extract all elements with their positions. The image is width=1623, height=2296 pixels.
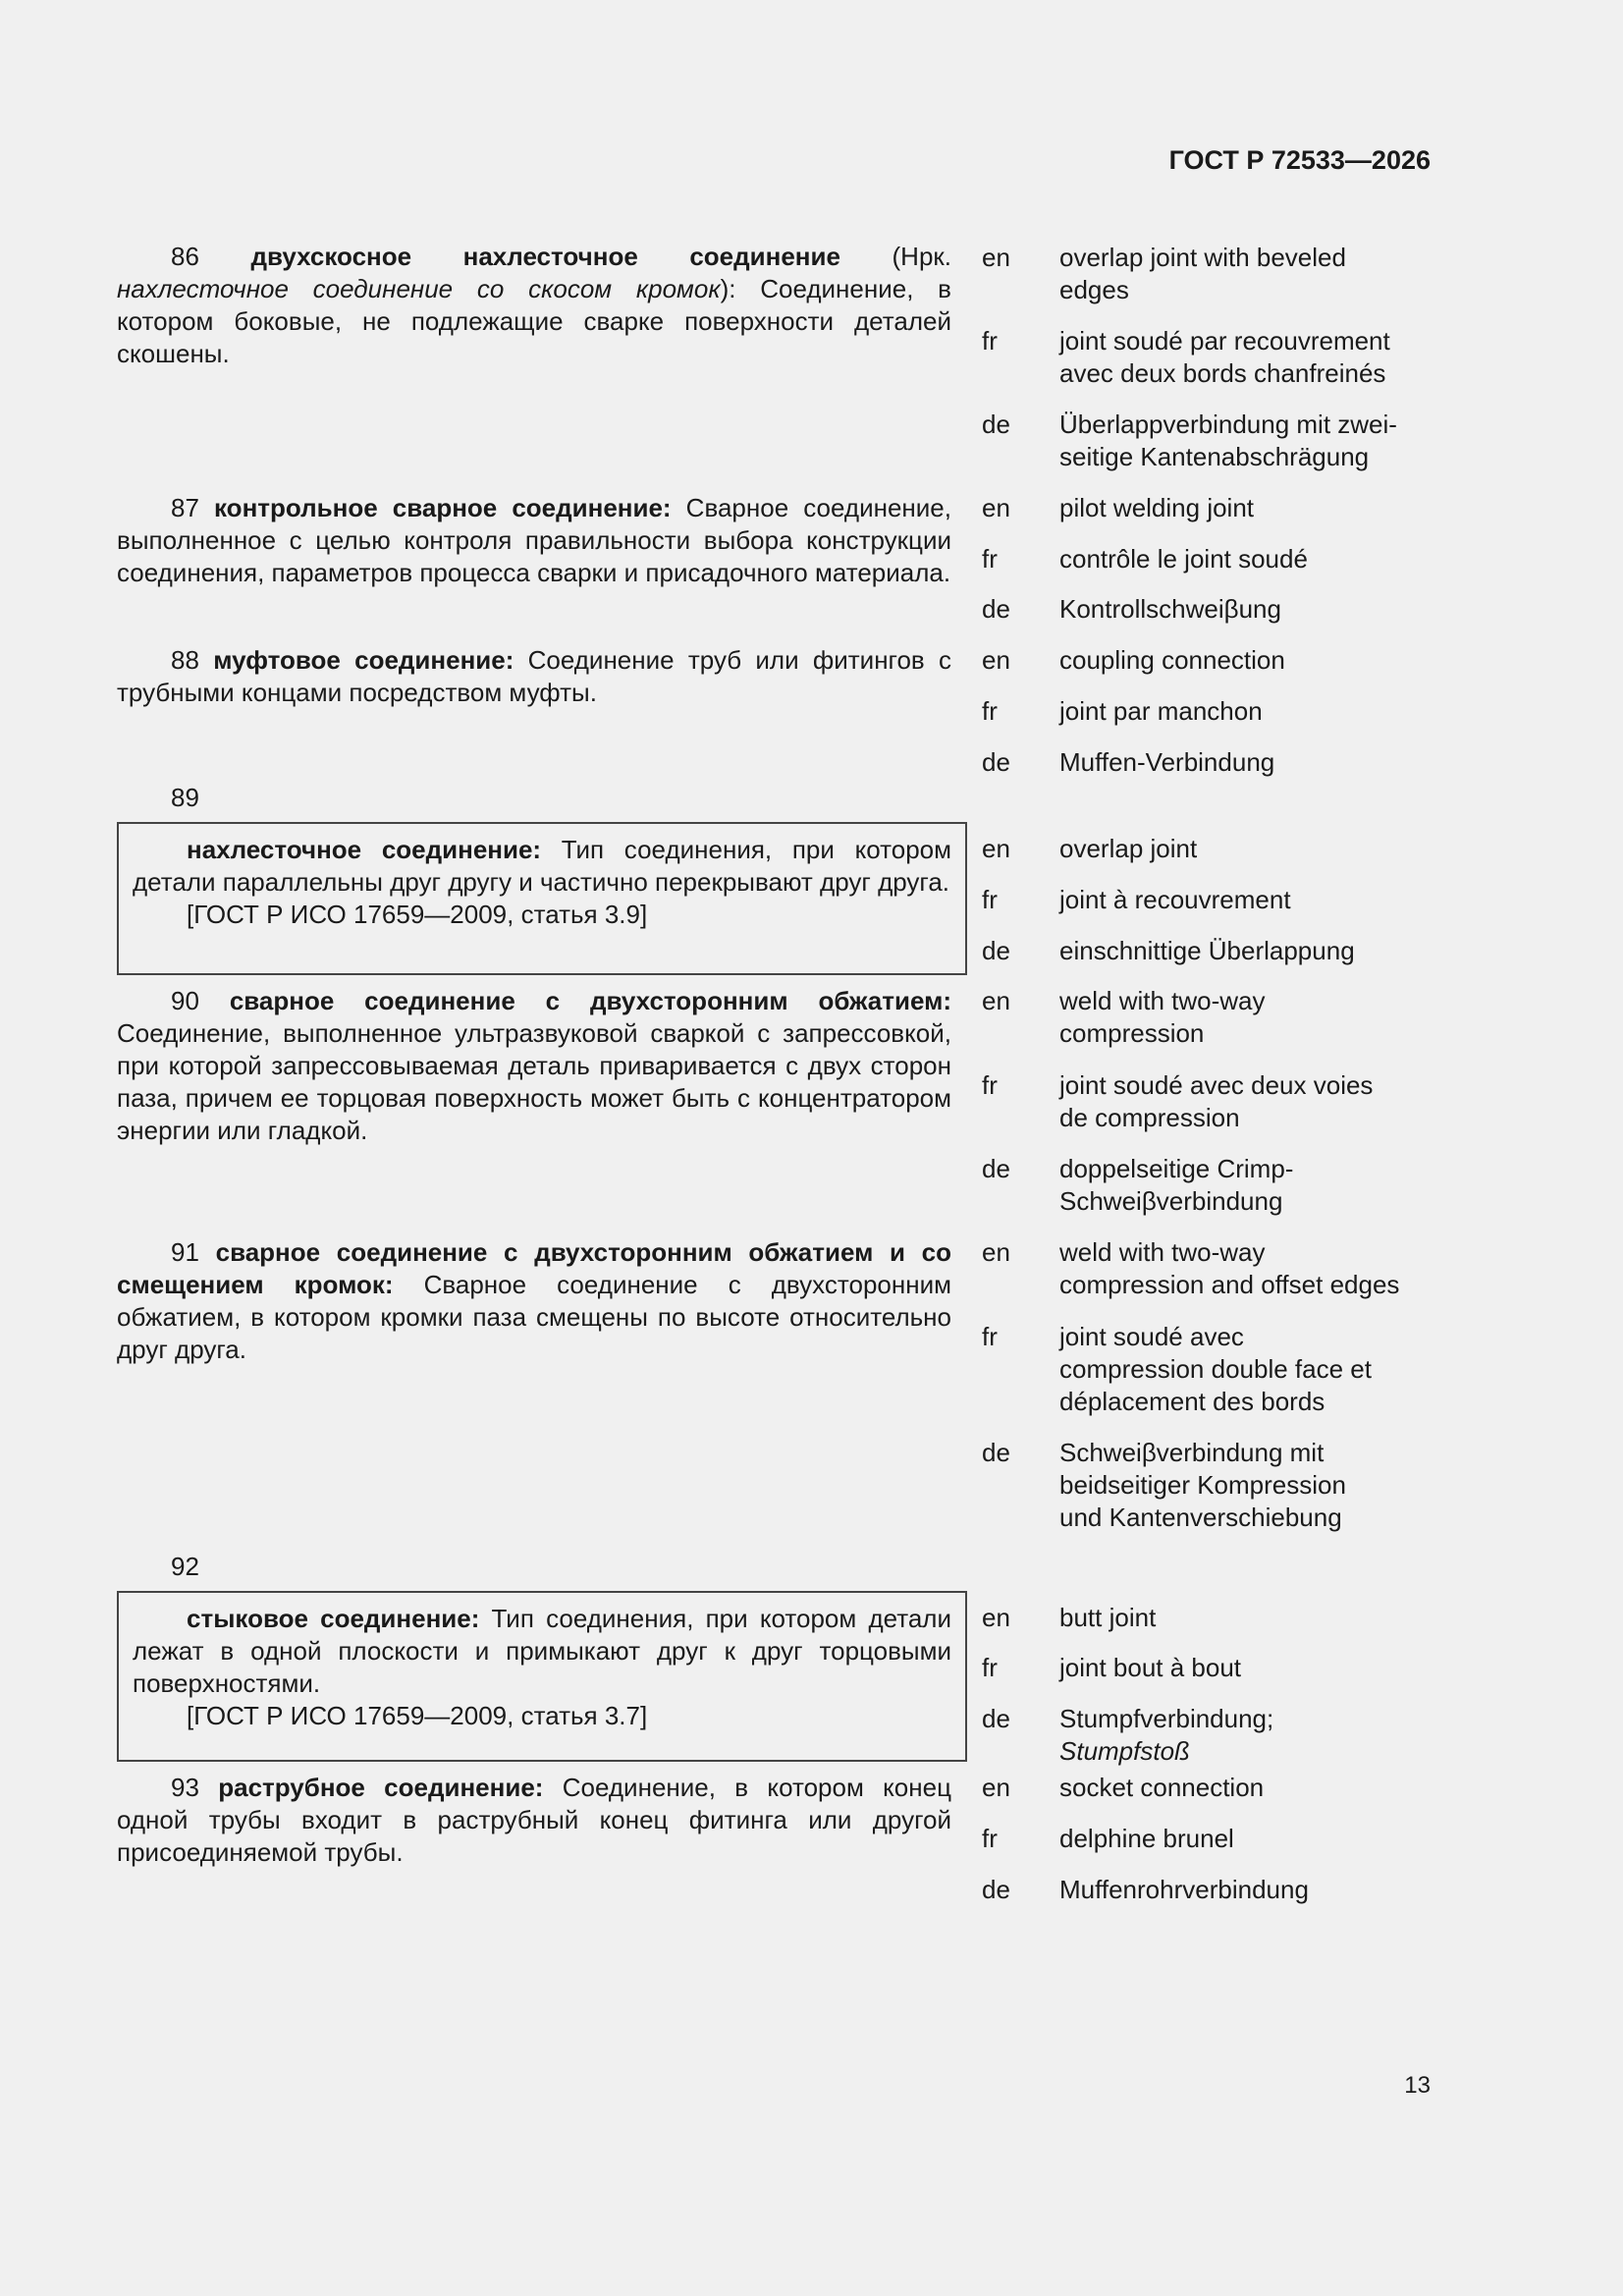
entry-93-definition: 93 раструбное соединение: Соединение, в котором конец одной трубы входит в раструбный конец фитинга или другой присоединяемой трубы. [117,1773,951,1867]
entry-87-definition: 87 контрольное сварное соединение: Сварное соединение, выполненное с целью контроля правильности выбора конструкции соединения, параметров процесса сварки и присадочного материала. [117,493,951,587]
entry-88-definition: 88 муфтовое соединение: Соединение труб или фитингов с трубными концами посредством муфты. [117,645,951,707]
entry-89-boxed-definition: нахлесточное соединение: Тип соединения, при котором детали параллельны друг другу и частично перекрывают друг друга. [ГОСТ Р ИСО 17659—2009, статья 3.9] [117,822,967,975]
page-number: 13 [1404,2072,1431,2099]
entry-89-source: [ГОСТ Р ИСО 17659—2009, статья 3.9] [187,900,648,929]
entry-90-definition: 90 сварное соединение с двухсторонним обжатием: Соединение, выполненное ультразвуковой сваркой с запрессовкой, при которой запрессовываемая деталь приваривается с двух сторон паза, причем ее торцовая поверхность может быть с концентратором энергии или гладкой. [117,986,951,1145]
entry-92-boxed-definition: стыковое соединение: Тип соединения, при котором детали лежат в одной плоскости и примыкают друг к друг торцовыми поверхностями. [ГОСТ Р ИСО 17659—2009, статья 3.7] [117,1591,967,1762]
document-code: ГОСТ Р 72533—2026 [1168,145,1431,175]
entry-92-source: [ГОСТ Р ИСО 17659—2009, статья 3.7] [187,1701,648,1730]
entry-92-number: 92 [171,1552,199,1581]
entry-91-definition: 91 сварное соединение с двухсторонним обжатием и со смещением кромок: Сварное соединение с двухсторонним обжатием, в котором кромки паза смещены по высоте относительно друг друга. [117,1237,951,1364]
entry-89-number: 89 [171,783,199,812]
entry-86-definition: 86 двухскосное нахлесточное соединение (Нрк. нахлесточное соединение со скосом кромок): Соединение, в котором боковые, не подлежащие сварке поверхности деталей скошены. [117,242,952,368]
